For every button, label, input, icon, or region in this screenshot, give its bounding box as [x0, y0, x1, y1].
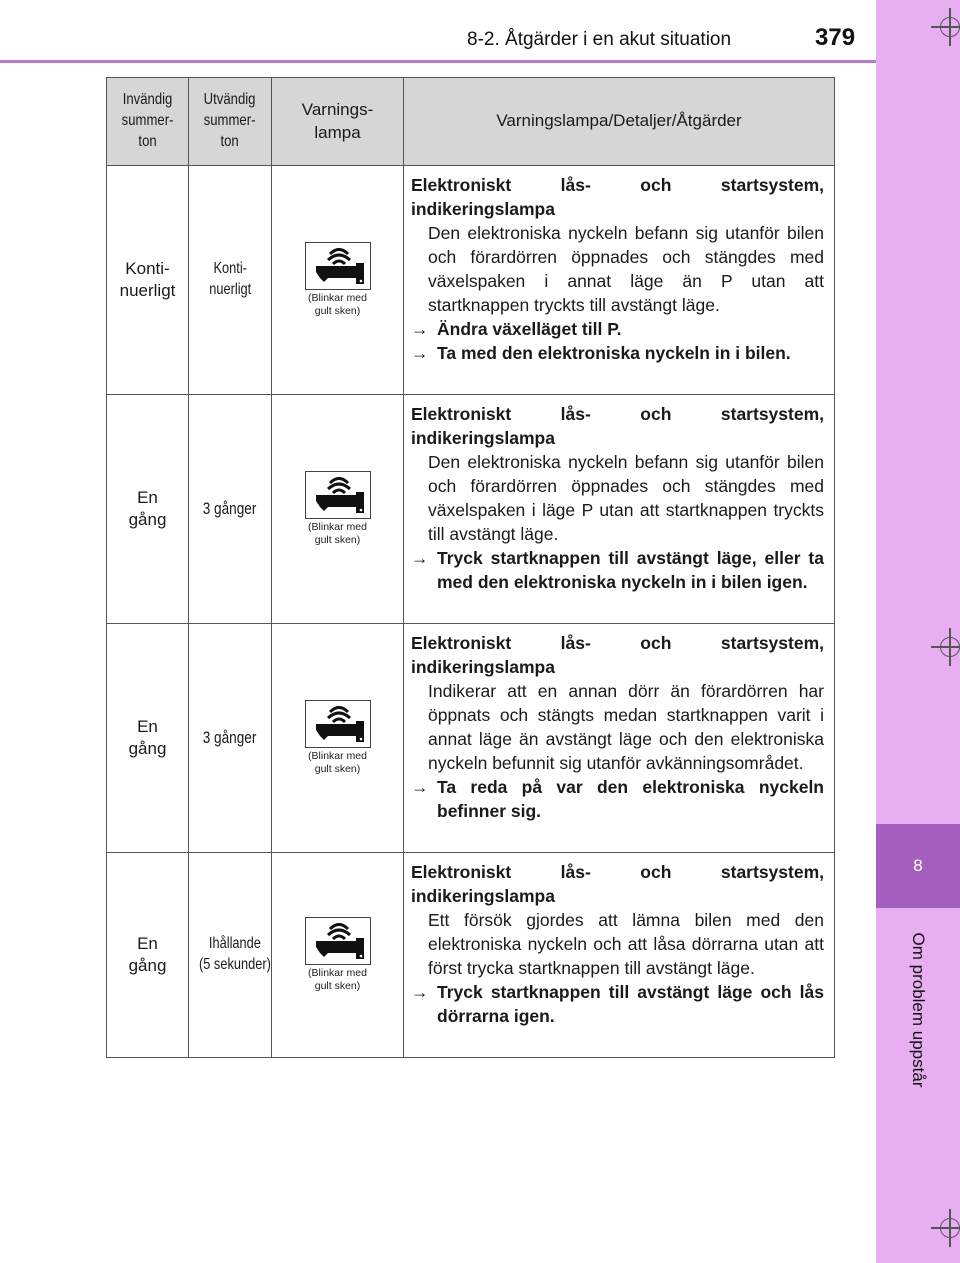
action-item: → Tryck startknappen till avstängt läge och lås dörrarna igen. [411, 982, 824, 1026]
action-item: → Ändra växelläget till P. [411, 319, 622, 339]
details-cell [404, 624, 835, 853]
section-title: 8-2. Åtgärder i en akut situation [467, 29, 732, 50]
exterior-buzzer-cell: 3 gånger [189, 624, 272, 853]
details-cell [404, 166, 835, 395]
exterior-buzzer-cell: Ihållande (5 sekunder) [189, 853, 272, 1058]
electronic-key-warning-icon [305, 700, 371, 748]
registration-mark-icon [940, 1218, 960, 1238]
electronic-key-warning-icon [305, 917, 371, 965]
lamp-caption: (Blinkar med gult sken) [308, 750, 367, 775]
header-interior-buzzer: Invändig summer- ton [107, 78, 189, 166]
electronic-key-warning-icon [305, 471, 371, 519]
details-cell [404, 395, 835, 624]
exterior-buzzer-cell: 3 gånger [189, 395, 272, 624]
header-exterior-buzzer: Utvändig summer- ton [189, 78, 272, 166]
arrow-icon: → [411, 548, 429, 568]
interior-buzzer-cell: En gång [107, 624, 189, 853]
details-title: Elektroniskt lås- och startsystem, indikeringslampa [411, 862, 824, 906]
table-header-row [107, 78, 835, 166]
details-cell [404, 853, 835, 1058]
page-number: 379 [815, 24, 856, 51]
interior-buzzer-cell: Konti- nuerligt [107, 166, 189, 395]
header-details: Varningslampa/Detaljer/Åtgärder [404, 78, 835, 166]
details-body: Ett försök gjordes att lämna bilen med den elektroniska nyckeln och att låsa dörrarna utan att först trycka startknappen till avstängt läge. [428, 910, 824, 978]
chapter-tab[interactable]: 8 [876, 824, 960, 908]
arrow-icon: → [411, 319, 429, 339]
arrow-icon: → [411, 982, 429, 1002]
table-row [107, 395, 835, 624]
table-row [107, 624, 835, 853]
arrow-icon: → [411, 777, 429, 797]
chapter-label-text: Om problem uppstår [909, 932, 928, 1088]
lamp-caption: (Blinkar med gult sken) [308, 292, 367, 317]
registration-mark-icon [940, 637, 960, 657]
registration-mark-icon [940, 17, 960, 37]
details-title: Elektroniskt lås- och startsystem, indikeringslampa [411, 175, 824, 219]
warning-table [106, 77, 835, 1058]
details-body: Den elektroniska nyckeln befann sig utanför bilen och förardörren öppnades och stängdes med växelspaken i läge P utan att startknappen tryckts till avstängt läge. [428, 452, 824, 544]
warning-lamp-cell [272, 853, 404, 1058]
lamp-caption: (Blinkar med gult sken) [308, 521, 367, 546]
action-item: → Tryck startknappen till avstängt läge, eller ta med den elektroniska nyckeln in i bilen igen. [411, 548, 824, 592]
warning-lamp-cell [272, 395, 404, 624]
exterior-buzzer-cell: Konti- nuerligt [189, 166, 272, 395]
header-warning-lamp: Varnings- lampa [272, 78, 404, 166]
table-row [107, 166, 835, 395]
electronic-key-warning-icon [305, 242, 371, 290]
warning-lamp-cell [272, 624, 404, 853]
action-item: → Ta reda på var den elektroniska nyckeln befinner sig. [411, 777, 824, 821]
chapter-label [876, 915, 960, 1105]
details-title: Elektroniskt lås- och startsystem, indikeringslampa [411, 633, 824, 677]
details-title: Elektroniskt lås- och startsystem, indikeringslampa [411, 404, 824, 448]
details-body: Den elektroniska nyckeln befann sig utanför bilen och förardörren öppnades och stängdes med växelspaken i annat läge än P utan att startknappen tryckts till avstängt läge. [428, 223, 824, 315]
lamp-caption: (Blinkar med gult sken) [308, 967, 367, 992]
header-rule [0, 60, 876, 63]
action-item: → Ta med den elektroniska nyckeln in i bilen. [411, 343, 791, 363]
interior-buzzer-cell: En gång [107, 853, 189, 1058]
arrow-icon: → [411, 343, 429, 363]
warning-lamp-cell [272, 166, 404, 395]
table-row [107, 853, 835, 1058]
details-body: Indikerar att en annan dörr än förardörren har öppnats och stängts medan startknappen varit i annat läge än avstängt läge och den elektroniska nyckeln befunnit sig utanför avkänningsområdet. [428, 681, 824, 773]
interior-buzzer-cell: En gång [107, 395, 189, 624]
